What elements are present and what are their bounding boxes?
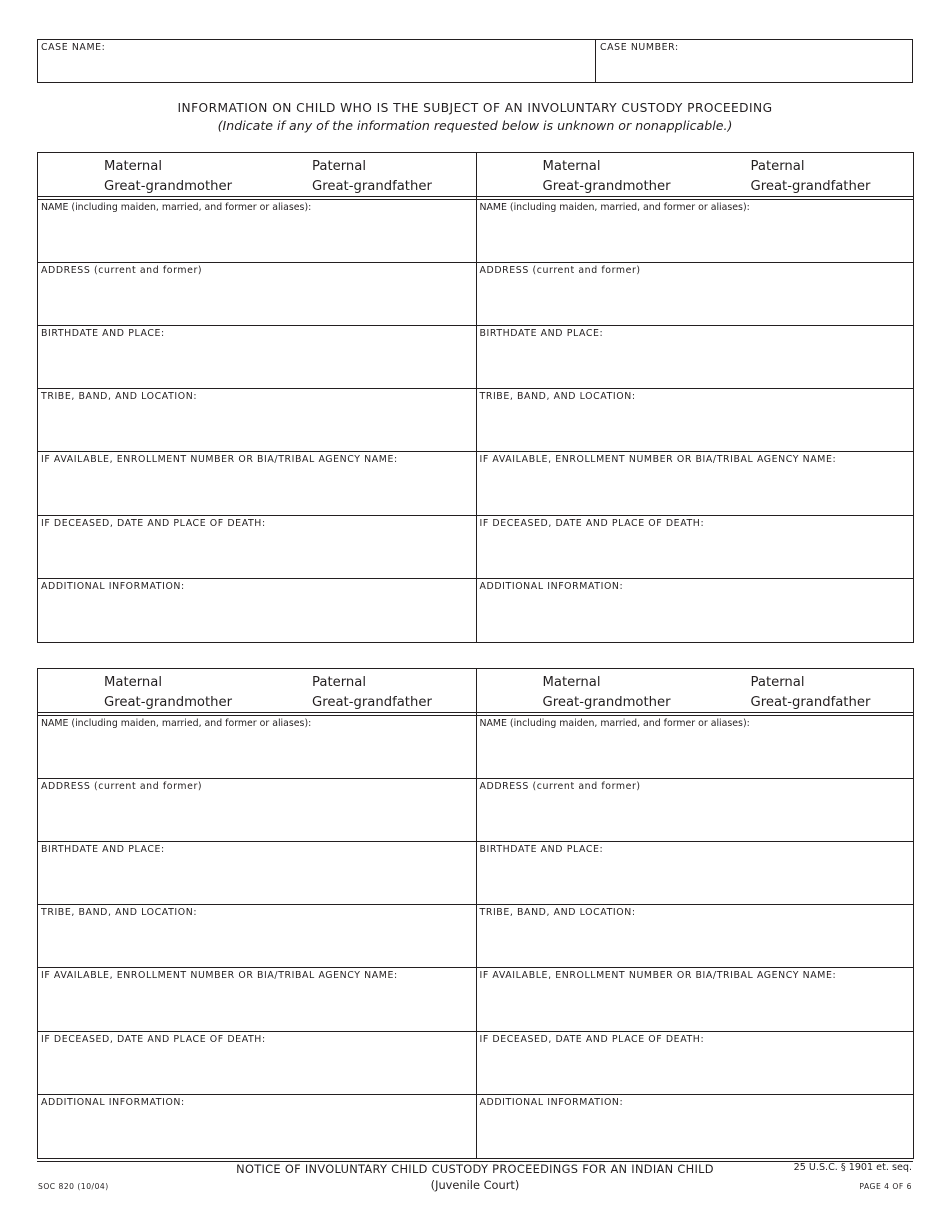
maternal-great-grandmother-option[interactable] xyxy=(104,157,232,197)
name-field[interactable] xyxy=(38,716,476,779)
address-label: ADDRESS (current and former) xyxy=(479,264,641,276)
address-label: ADDRESS (current and former) xyxy=(41,264,203,276)
tribe-label: TRIBE, BAND, AND LOCATION: xyxy=(479,391,636,403)
great-grandmother-label: Great-grandmother xyxy=(542,179,671,194)
tribe-label: TRIBE, BAND, AND LOCATION: xyxy=(41,907,198,919)
name-label: NAME (including maiden, married, and former or aliases): xyxy=(41,201,312,213)
relative-section-1 xyxy=(37,152,914,643)
tribe-field[interactable] xyxy=(38,389,476,452)
birthdate-field[interactable] xyxy=(477,842,914,905)
deceased-field[interactable] xyxy=(38,1032,476,1095)
birthdate-field[interactable] xyxy=(38,326,476,389)
maternal-label: Maternal xyxy=(104,159,163,174)
address-field[interactable] xyxy=(477,779,914,842)
deceased-field[interactable] xyxy=(38,516,476,579)
relation-selector xyxy=(477,669,914,713)
great-grandfather-label: Great-grandfather xyxy=(312,695,432,710)
name-field[interactable] xyxy=(477,716,914,779)
name-field[interactable] xyxy=(477,200,914,263)
tribe-label: TRIBE, BAND, AND LOCATION: xyxy=(41,391,198,403)
page-subtitle: (Indicate if any of the information requested below is unknown or nonapplicable.) xyxy=(217,118,733,133)
deceased-label: IF DECEASED, DATE AND PLACE OF DEATH: xyxy=(479,1033,705,1045)
address-label: ADDRESS (current and former) xyxy=(41,780,203,792)
tribe-label: TRIBE, BAND, AND LOCATION: xyxy=(479,907,636,919)
maternal-label: Maternal xyxy=(542,159,601,174)
form-id: SOC 820 (10/04) xyxy=(38,1182,109,1191)
enrollment-label: IF AVAILABLE, ENROLLMENT NUMBER OR BIA/TRIBAL AGENCY NAME: xyxy=(479,970,837,982)
deceased-field[interactable] xyxy=(477,1032,914,1095)
page-title: INFORMATION ON CHILD WHO IS THE SUBJECT OF AN INVOLUNTARY CUSTODY PROCEEDING xyxy=(177,101,773,115)
birthdate-field[interactable] xyxy=(477,326,914,389)
deceased-field[interactable] xyxy=(477,516,914,579)
great-grandfather-label: Great-grandfather xyxy=(750,695,871,710)
case-name-label: CASE NAME: xyxy=(41,42,106,53)
footer-title: NOTICE OF INVOLUNTARY CHILD CUSTODY PROCEEDINGS FOR AN INDIAN CHILD xyxy=(236,1162,714,1176)
enrollment-label: IF AVAILABLE, ENROLLMENT NUMBER OR BIA/TRIBAL AGENCY NAME: xyxy=(41,454,398,466)
maternal-great-grandmother-option[interactable] xyxy=(543,673,671,713)
great-grandmother-label: Great-grandmother xyxy=(542,695,671,710)
paternal-label: Paternal xyxy=(750,675,805,690)
additional-info-label: ADDITIONAL INFORMATION: xyxy=(479,580,624,592)
address-field[interactable] xyxy=(38,263,476,326)
address-field[interactable] xyxy=(38,779,476,842)
maternal-label: Maternal xyxy=(104,675,163,690)
case-name-field[interactable] xyxy=(38,40,596,82)
address-label: ADDRESS (current and former) xyxy=(479,780,641,792)
enrollment-field[interactable] xyxy=(38,452,476,515)
additional-info-label: ADDITIONAL INFORMATION: xyxy=(41,580,185,592)
additional-info-label: ADDITIONAL INFORMATION: xyxy=(41,1096,185,1108)
footer-subtitle: (Juvenile Court) xyxy=(430,1178,520,1192)
statute-citation: 25 U.S.C. § 1901 et. seq. xyxy=(793,1162,912,1173)
birthdate-label: BIRTHDATE AND PLACE: xyxy=(479,844,604,856)
page-number: PAGE 4 OF 6 xyxy=(859,1182,912,1191)
paternal-label: Paternal xyxy=(750,159,805,174)
relative-column-1 xyxy=(38,153,476,642)
paternal-label: Paternal xyxy=(312,675,367,690)
birthdate-label: BIRTHDATE AND PLACE: xyxy=(41,328,165,340)
tribe-field[interactable] xyxy=(477,389,914,452)
case-number-field[interactable] xyxy=(596,40,912,82)
additional-info-label: ADDITIONAL INFORMATION: xyxy=(479,1096,624,1108)
paternal-label: Paternal xyxy=(312,159,367,174)
great-grandfather-label: Great-grandfather xyxy=(750,179,871,194)
case-number-label: CASE NUMBER: xyxy=(600,42,679,53)
enrollment-label: IF AVAILABLE, ENROLLMENT NUMBER OR BIA/TRIBAL AGENCY NAME: xyxy=(479,454,837,466)
great-grandfather-label: Great-grandfather xyxy=(312,179,432,194)
paternal-great-grandfather-option[interactable] xyxy=(751,673,871,713)
birthdate-label: BIRTHDATE AND PLACE: xyxy=(479,328,604,340)
deceased-label: IF DECEASED, DATE AND PLACE OF DEATH: xyxy=(41,517,266,529)
name-label: NAME (including maiden, married, and former or aliases): xyxy=(479,717,750,729)
relative-column-2 xyxy=(476,153,914,642)
maternal-great-grandmother-option[interactable] xyxy=(104,673,232,713)
relation-selector xyxy=(38,153,476,197)
address-field[interactable] xyxy=(477,263,914,326)
additional-info-field[interactable] xyxy=(477,579,914,642)
birthdate-field[interactable] xyxy=(38,842,476,905)
deceased-label: IF DECEASED, DATE AND PLACE OF DEATH: xyxy=(41,1033,266,1045)
additional-info-field[interactable] xyxy=(38,579,476,642)
great-grandmother-label: Great-grandmother xyxy=(104,695,233,710)
name-label: NAME (including maiden, married, and former or aliases): xyxy=(41,717,312,729)
maternal-label: Maternal xyxy=(542,675,601,690)
great-grandmother-label: Great-grandmother xyxy=(104,179,233,194)
enrollment-field[interactable] xyxy=(477,452,914,515)
paternal-great-grandfather-option[interactable] xyxy=(312,673,432,713)
enrollment-label: IF AVAILABLE, ENROLLMENT NUMBER OR BIA/TRIBAL AGENCY NAME: xyxy=(41,970,398,982)
relation-selector xyxy=(38,669,476,713)
enrollment-field[interactable] xyxy=(477,968,914,1031)
tribe-field[interactable] xyxy=(477,905,914,968)
relative-column-4 xyxy=(476,669,914,1158)
relation-selector xyxy=(477,153,914,197)
case-info-box xyxy=(37,39,913,83)
additional-info-field[interactable] xyxy=(477,1095,914,1158)
paternal-great-grandfather-option[interactable] xyxy=(751,157,871,197)
deceased-label: IF DECEASED, DATE AND PLACE OF DEATH: xyxy=(479,517,705,529)
enrollment-field[interactable] xyxy=(38,968,476,1031)
additional-info-field[interactable] xyxy=(38,1095,476,1158)
relative-column-3 xyxy=(38,669,476,1158)
name-field[interactable] xyxy=(38,200,476,263)
tribe-field[interactable] xyxy=(38,905,476,968)
birthdate-label: BIRTHDATE AND PLACE: xyxy=(41,844,165,856)
maternal-great-grandmother-option[interactable] xyxy=(543,157,671,197)
name-label: NAME (including maiden, married, and former or aliases): xyxy=(479,201,750,213)
paternal-great-grandfather-option[interactable] xyxy=(312,157,432,197)
relative-section-2 xyxy=(37,668,914,1159)
